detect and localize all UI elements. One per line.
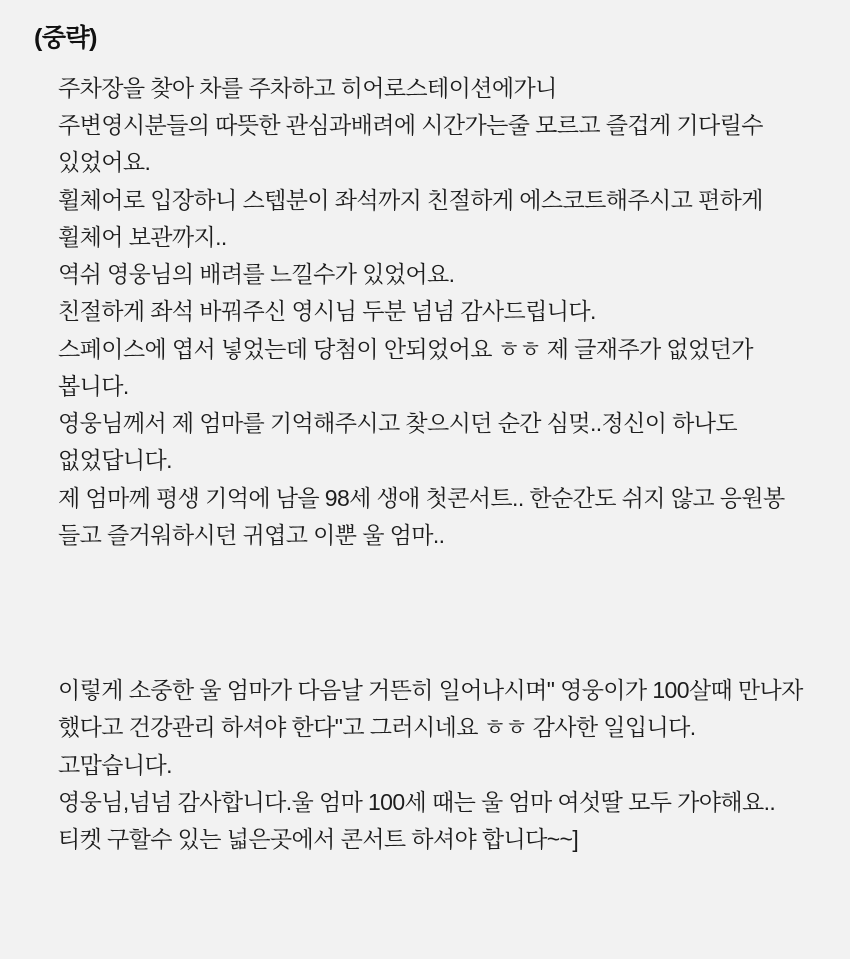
paragraph: 휠체어로 입장하니 스텝분이 좌석까지 친절하게 에스코트해주시고 편하게 휠체어 보관까지.. xyxy=(58,186,769,250)
text-block-one xyxy=(58,70,820,554)
paragraph: 영웅님께서 제 엄마를 기억해주시고 찾으시던 순간 심멎..정신이 하나도 없었답니다. xyxy=(58,410,743,474)
paragraph: 이렇게 소중한 울 엄마가 다음날 거뜬히 일어나시며" 영웅이가 100살때 만나자 했다고 건강관리 하셔야 한다"고 그러시네요 ㅎㅎ 감사한 일입니다. xyxy=(58,677,809,741)
paragraph: 영웅님,넘넘 감사합니다.울 엄마 100세 때는 울 엄마 여섯딸 모두 가야해요.. xyxy=(58,788,776,815)
text-block-two xyxy=(58,672,820,858)
paragraph: 친절하게 좌석 바꿔주신 영시님 두분 넘넘 감사드립니다. xyxy=(58,298,596,325)
paragraph: 역쉬 영웅님의 배려를 느낄수가 있었어요. xyxy=(58,261,455,287)
paragraph: 티켓 구할수 있는 넓은곳에서 콘서트 하셔야 합니다~~] xyxy=(58,826,579,852)
paragraph: 고맙습니다. xyxy=(58,751,172,778)
paragraph: 주변영시분들의 따뜻한 관심과배려에 시간가는줄 모르고 즐겁게 기다릴수 있었어요. xyxy=(58,112,769,176)
page-title: (중략) xyxy=(34,24,97,52)
paragraph: 주차장을 찾아 차를 주차하고 히어로스테이션에가니 xyxy=(58,74,557,101)
block-divider-space xyxy=(30,554,820,672)
paragraph: 스페이스에 엽서 넣었는데 당첨이 안되었어요 ㅎㅎ 제 글재주가 없었던가 봅니다. xyxy=(58,335,759,399)
paragraph: 제 엄마께 평생 기억에 남을 98세 생애 첫콘서트.. 한순간도 쉬지 않고 응원봉 들고 즐거워하시던 귀엽고 이뿐 울 엄마.. xyxy=(58,484,791,548)
